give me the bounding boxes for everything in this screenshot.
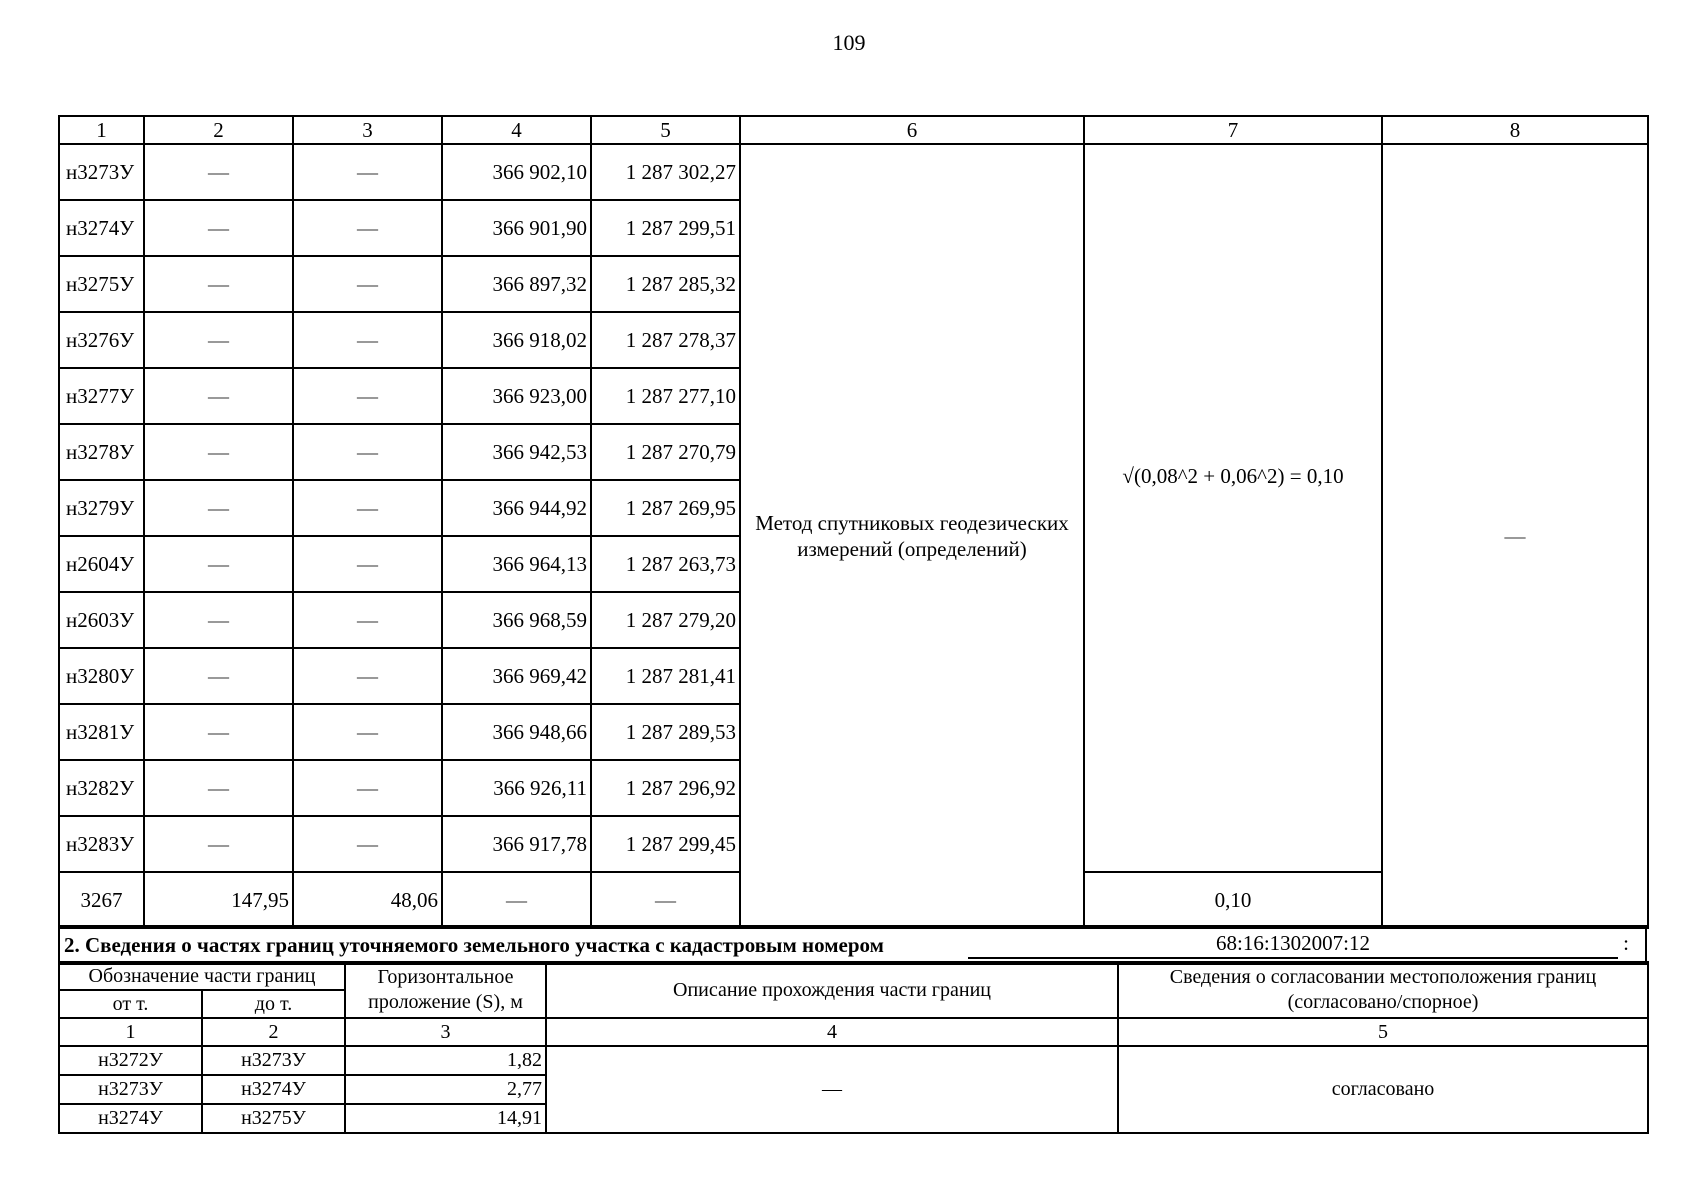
point-col2: — — [144, 704, 293, 760]
from-header: от т. — [59, 990, 202, 1018]
point-x: 366 942,53 — [442, 424, 591, 480]
point-id: н3273У — [59, 144, 144, 200]
point-id: н3275У — [59, 256, 144, 312]
col-header-5: 5 — [591, 116, 740, 144]
to-header: до т. — [202, 990, 345, 1018]
point-y: 1 287 289,53 — [591, 704, 740, 760]
point-id: н3276У — [59, 312, 144, 368]
boundary-points-table — [58, 115, 1649, 929]
part-description: — — [546, 1046, 1118, 1133]
parts-col-num-2: 2 — [202, 1018, 345, 1046]
contour-accuracy: 0,10 — [1084, 872, 1382, 928]
accuracy-cell — [1084, 144, 1382, 872]
point-col3: — — [293, 816, 442, 872]
parts-col-num-1: 1 — [59, 1018, 202, 1046]
horizontal-header: Горизонтальное проложение (S), м — [345, 962, 546, 1018]
parts-col-num-4: 4 — [546, 1018, 1118, 1046]
point-id: н2603У — [59, 592, 144, 648]
point-y: 1 287 270,79 — [591, 424, 740, 480]
point-x: 366 897,32 — [442, 256, 591, 312]
description-header: Описание прохождения части границ — [546, 962, 1118, 1018]
point-row — [59, 144, 1648, 200]
point-id: н2604У — [59, 536, 144, 592]
point-y: 1 287 302,27 — [591, 144, 740, 200]
point-col2: — — [144, 592, 293, 648]
part-to: н3274У — [202, 1075, 345, 1104]
point-y: 1 287 263,73 — [591, 536, 740, 592]
part-to: н3275У — [202, 1104, 345, 1133]
part-length: 14,91 — [345, 1104, 546, 1133]
point-y: 1 287 299,51 — [591, 200, 740, 256]
point-col3: — — [293, 760, 442, 816]
point-id: н3280У — [59, 648, 144, 704]
contour-y: — — [591, 872, 740, 928]
point-x: 366 917,78 — [442, 816, 591, 872]
point-col3: — — [293, 200, 442, 256]
point-col3: — — [293, 424, 442, 480]
point-col3: — — [293, 704, 442, 760]
contour-x: — — [442, 872, 591, 928]
point-x: 366 944,92 — [442, 480, 591, 536]
point-col2: — — [144, 480, 293, 536]
point-col2: — — [144, 760, 293, 816]
point-x: 366 923,00 — [442, 368, 591, 424]
point-y: 1 287 296,92 — [591, 760, 740, 816]
agreement-header: Сведения о согласовании местоположения границ (согласовано/спорное) — [1118, 962, 1648, 1018]
contour-id: 3267 — [59, 872, 144, 928]
point-x: 366 969,42 — [442, 648, 591, 704]
col-header-7: 7 — [1084, 116, 1382, 144]
part-agreement: согласовано — [1118, 1046, 1648, 1133]
part-length: 2,77 — [345, 1075, 546, 1104]
point-col3: — — [293, 648, 442, 704]
point-x: 366 968,59 — [442, 592, 591, 648]
point-col2: — — [144, 144, 293, 200]
page-number: 109 — [832, 30, 866, 55]
point-col2: — — [144, 536, 293, 592]
point-y: 1 287 299,45 — [591, 816, 740, 872]
col-header-4: 4 — [442, 116, 591, 144]
col-header-6: 6 — [740, 116, 1084, 144]
point-col2: — — [144, 312, 293, 368]
point-col3: — — [293, 144, 442, 200]
point-id: н3277У — [59, 368, 144, 424]
point-id: н3278У — [59, 424, 144, 480]
point-id: н3283У — [59, 816, 144, 872]
parts-col-num-3: 3 — [345, 1018, 546, 1046]
point-x: 366 918,02 — [442, 312, 591, 368]
part-designation-header: Обозначение части границ — [59, 962, 345, 990]
point-y: 1 287 277,10 — [591, 368, 740, 424]
part-length: 1,82 — [345, 1046, 546, 1075]
point-col2: — — [144, 200, 293, 256]
point-id: н3279У — [59, 480, 144, 536]
point-col2: — — [144, 256, 293, 312]
point-x: 366 964,13 — [442, 536, 591, 592]
point-col2: — — [144, 816, 293, 872]
point-y: 1 287 285,32 — [591, 256, 740, 312]
col-header-2: 2 — [144, 116, 293, 144]
col-header-1: 1 — [59, 116, 144, 144]
section2-title: 2. Сведения о частях границ уточняемого земельного участка с кадастровым номером — [64, 933, 884, 957]
point-x: 366 948,66 — [442, 704, 591, 760]
point-x: 366 902,10 — [442, 144, 591, 200]
point-x: 366 901,90 — [442, 200, 591, 256]
point-col3: — — [293, 536, 442, 592]
cadastral-number: 68:16:1302007:12 — [968, 931, 1618, 959]
point-id: н3281У — [59, 704, 144, 760]
contour-col3: 48,06 — [293, 872, 442, 928]
part-from: н3273У — [59, 1075, 202, 1104]
point-y: 1 287 278,37 — [591, 312, 740, 368]
section2-heading — [59, 926, 1646, 964]
part-to: н3273У — [202, 1046, 345, 1075]
col-header-8: 8 — [1382, 116, 1648, 144]
point-col2: — — [144, 424, 293, 480]
heading-colon: : — [1623, 931, 1629, 955]
point-y: 1 287 279,20 — [591, 592, 740, 648]
point-col2: — — [144, 648, 293, 704]
accuracy-formula: √(0,08^2 + 0,06^2) = 0,10 — [1122, 463, 1344, 488]
point-x: 366 926,11 — [442, 760, 591, 816]
boundary-parts-table — [58, 961, 1649, 1134]
point-col2: — — [144, 368, 293, 424]
point-col3: — — [293, 256, 442, 312]
point-col3: — — [293, 312, 442, 368]
point-id: н3274У — [59, 200, 144, 256]
section2-heading-table — [58, 925, 1647, 965]
point-col3: — — [293, 480, 442, 536]
column-number-row — [59, 116, 1648, 144]
part-from: н3274У — [59, 1104, 202, 1133]
point-col3: — — [293, 592, 442, 648]
point-col3: — — [293, 368, 442, 424]
col-header-3: 3 — [293, 116, 442, 144]
method-cell: Метод спутниковых геодезических измерений (определений) — [740, 144, 1084, 928]
contour-col2: 147,95 — [144, 872, 293, 928]
point-y: 1 287 269,95 — [591, 480, 740, 536]
point-y: 1 287 281,41 — [591, 648, 740, 704]
part-from: н3272У — [59, 1046, 202, 1075]
parts-col-num-5: 5 — [1118, 1018, 1648, 1046]
col8-cell: — — [1382, 144, 1648, 928]
part-row — [59, 1046, 1648, 1075]
point-id: н3282У — [59, 760, 144, 816]
